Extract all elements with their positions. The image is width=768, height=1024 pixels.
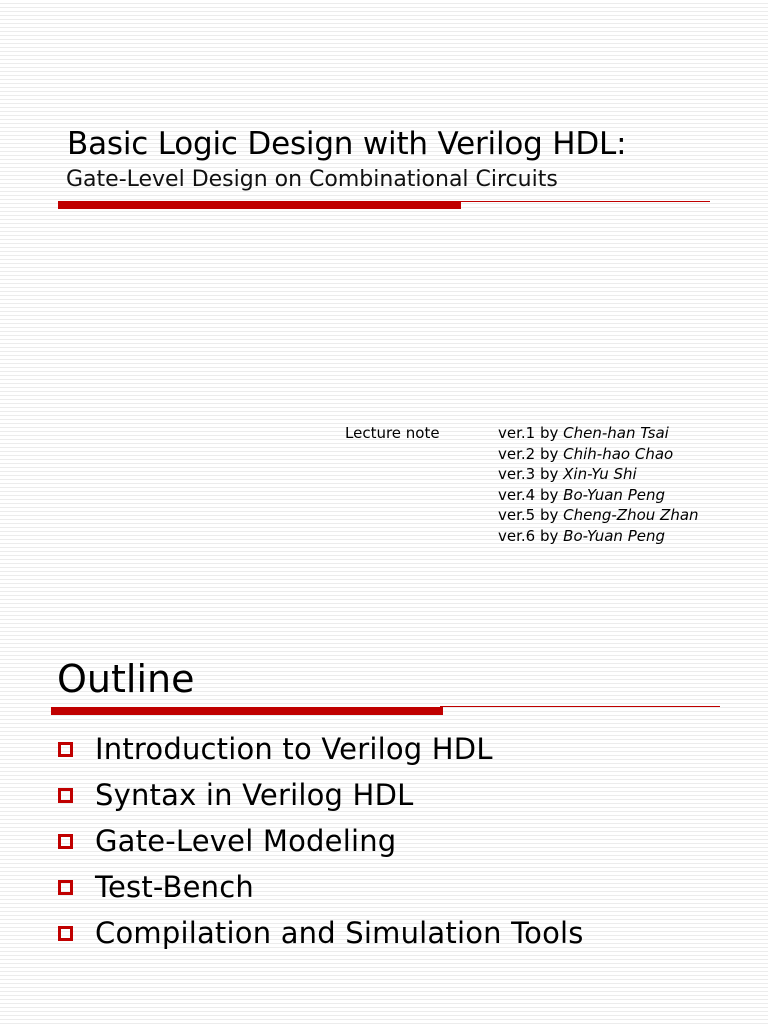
version-item <box>498 505 699 526</box>
outline-item-text: Compilation and Simulation Tools <box>95 916 584 950</box>
slide-title: Basic Logic Design with Verilog HDL: <box>67 126 627 162</box>
outline-item <box>58 818 584 864</box>
hollow-square-icon <box>58 742 73 757</box>
version-prefix: ver.4 by <box>498 485 564 504</box>
title-divider-thick <box>58 201 461 209</box>
hollow-square-icon <box>58 880 73 895</box>
outline-item-text: Introduction to Verilog HDL <box>95 732 493 766</box>
outline-item-text: Syntax in Verilog HDL <box>95 778 414 812</box>
outline-item <box>58 910 584 956</box>
outline-item-text: Gate-Level Modeling <box>95 824 397 858</box>
slide-subtitle: Gate-Level Design on Combinational Circuits <box>66 167 558 192</box>
hollow-square-icon <box>58 926 73 941</box>
version-author: Cheng-Zhou Zhan <box>563 506 699 524</box>
version-prefix: ver.3 by <box>498 465 564 483</box>
version-author: Xin-Yu Shi <box>563 465 637 483</box>
hollow-square-icon <box>58 788 73 803</box>
version-author: Chih-hao Chao <box>563 444 674 463</box>
version-item <box>498 444 699 465</box>
outline-title: Outline <box>57 657 195 701</box>
outline-divider-thin <box>440 706 720 707</box>
outline-item <box>58 864 584 910</box>
version-author: Bo-Yuan Peng <box>563 526 666 545</box>
version-prefix: ver.2 by <box>498 444 564 463</box>
outline-item <box>58 772 584 818</box>
version-item <box>498 423 699 444</box>
outline-divider-thick <box>51 707 443 715</box>
version-author: Bo-Yuan Peng <box>563 485 666 504</box>
hollow-square-icon <box>58 834 73 849</box>
outline-slide <box>0 640 768 1024</box>
outline-list <box>58 726 584 956</box>
version-item <box>498 485 699 506</box>
version-list <box>498 423 699 546</box>
version-item <box>498 464 699 485</box>
title-divider-thin <box>460 201 710 202</box>
version-prefix: ver.6 by <box>498 526 564 545</box>
lecture-note-label: Lecture note <box>345 424 440 442</box>
outline-item <box>58 726 584 772</box>
version-author: Chen-han Tsai <box>563 424 669 442</box>
version-item <box>498 526 699 547</box>
version-prefix: ver.1 by <box>498 424 564 442</box>
version-prefix: ver.5 by <box>498 506 564 524</box>
outline-item-text: Test-Bench <box>95 870 254 904</box>
